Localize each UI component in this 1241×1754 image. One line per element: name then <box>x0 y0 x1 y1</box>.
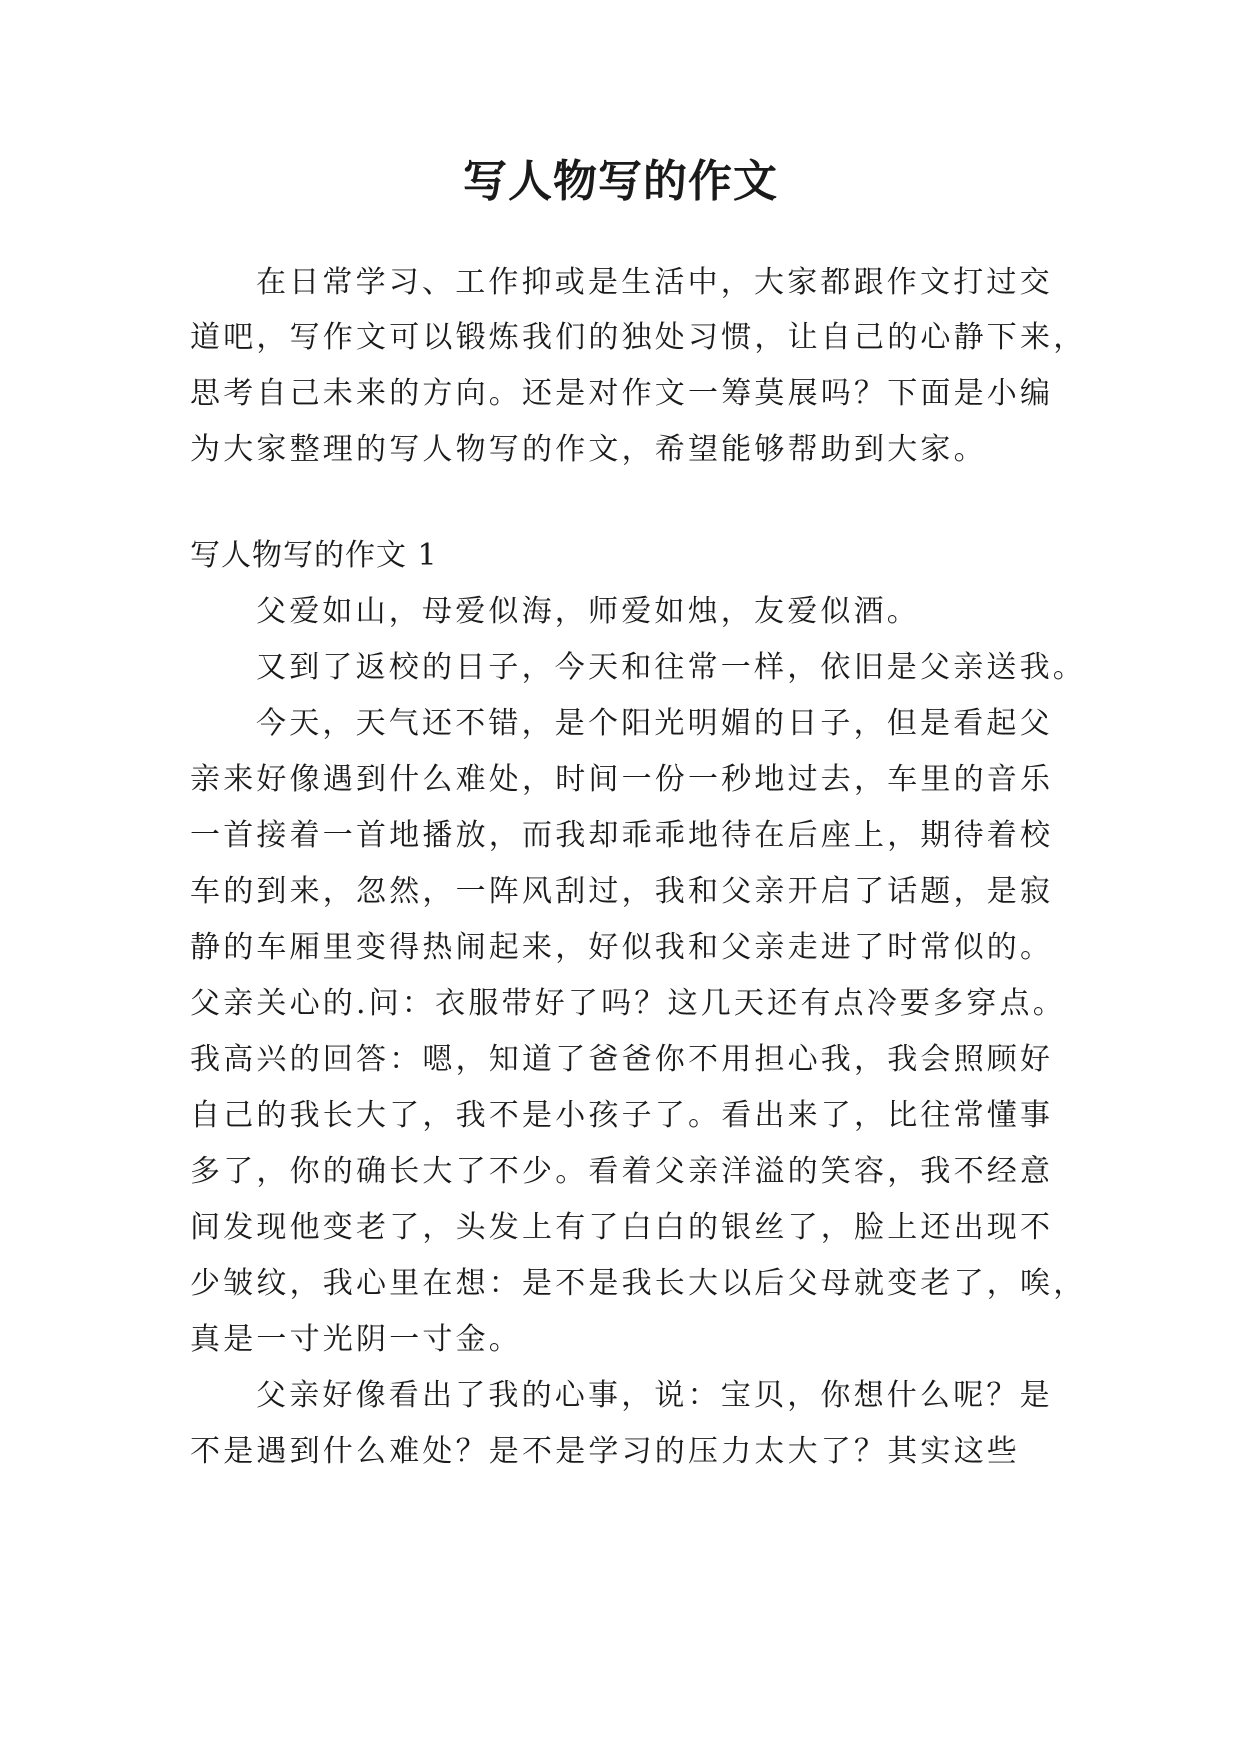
intro-line-3: 思考自己未来的方向。还是对作文一筹莫展吗？下面是小编 <box>190 376 1054 411</box>
document-title: 写人物写的作文 <box>463 156 778 207</box>
section-heading: 写人物写的作文 1 <box>190 538 438 573</box>
body-line: 多了，你的确长大了不少。看着父亲洋溢的笑容，我不经意 <box>190 1154 1054 1189</box>
body-line: 一首接着一首地播放，而我却乖乖地待在后座上，期待着校 <box>190 818 1054 853</box>
body-line: 父亲关心的.问：衣服带好了吗？这几天还有点冷要多穿点。 <box>190 986 1066 1021</box>
body-line: 今天，天气还不错，是个阳光明媚的日子，但是看起父 <box>256 706 1053 741</box>
body-line: 父亲好像看出了我的心事，说：宝贝，你想什么呢？是 <box>256 1378 1053 1413</box>
intro-line-4: 为大家整理的写人物写的作文，希望能够帮助到大家。 <box>190 432 987 467</box>
intro-line-2: 道吧，写作文可以锻炼我们的独处习惯，让自己的心静下来， <box>190 320 1087 355</box>
body-line: 父爱如山，母爱似海，师爱如烛，友爱似酒。 <box>256 594 920 629</box>
body-line: 亲来好像遇到什么难处，时间一份一秒地过去，车里的音乐 <box>190 762 1054 797</box>
body-line: 真是一寸光阴一寸金。 <box>190 1322 522 1357</box>
body-line: 少皱纹，我心里在想：是不是我长大以后父母就变老了，唉， <box>190 1266 1087 1301</box>
body-line: 又到了返校的日子，今天和往常一样，依旧是父亲送我。 <box>256 650 1086 685</box>
body-line: 间发现他变老了，头发上有了白白的银丝了，脸上还出现不 <box>190 1210 1054 1245</box>
body-line: 车的到来，忽然，一阵风刮过，我和父亲开启了话题，是寂 <box>190 874 1054 909</box>
body-line: 静的车厢里变得热闹起来，好似我和父亲走进了时常似的。 <box>190 930 1054 965</box>
body-line: 我高兴的回答：嗯，知道了爸爸你不用担心我，我会照顾好 <box>190 1042 1054 1077</box>
body-line: 自己的我长大了，我不是小孩子了。看出来了，比往常懂事 <box>190 1098 1054 1133</box>
body-line: 不是遇到什么难处？是不是学习的压力太大了？其实这些 <box>190 1434 1020 1469</box>
intro-line-1: 在日常学习、工作抑或是生活中，大家都跟作文打过交 <box>256 265 1053 300</box>
